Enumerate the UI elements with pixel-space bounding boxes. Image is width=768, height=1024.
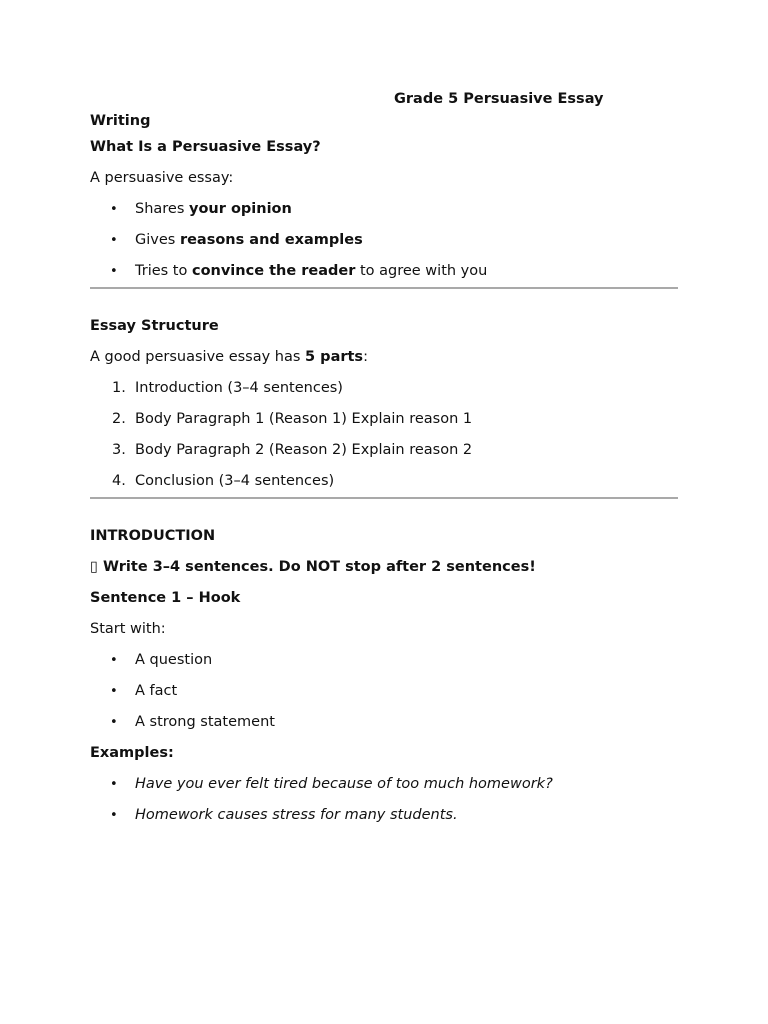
section-heading-what-is: What Is a Persuasive Essay? xyxy=(90,139,321,155)
example-text: Have you ever felt tired because of too much homework? xyxy=(135,776,553,792)
item-text: Conclusion (3–4 sentences) xyxy=(135,473,335,489)
document-title: Grade 5 Persuasive Essay xyxy=(394,91,604,107)
structure-text xyxy=(90,342,678,373)
structure-text-emphasis: 5 parts xyxy=(305,349,364,365)
list-item-text: Tries to xyxy=(135,263,192,279)
structure-text-end: : xyxy=(363,349,368,365)
numbered-item xyxy=(90,404,678,435)
bullet-icon: • xyxy=(110,777,118,792)
missing-glyph-icon: ▯ xyxy=(90,559,98,575)
numbered-item xyxy=(90,466,678,497)
structure-text-start: A good persuasive essay has xyxy=(90,349,306,365)
item-number: 4. xyxy=(112,473,126,489)
introduction-note xyxy=(90,552,678,583)
list-item xyxy=(90,769,678,800)
spacer xyxy=(90,499,678,521)
item-number: 3. xyxy=(112,442,126,458)
numbered-item xyxy=(90,435,678,466)
start-with-text: Start with: xyxy=(90,621,166,637)
subheading-examples: Examples: xyxy=(90,745,174,761)
list-item xyxy=(90,707,678,738)
document-content xyxy=(90,88,678,831)
spacer xyxy=(90,289,678,311)
list-item-emphasis: your opinion xyxy=(189,201,292,217)
introduction-note-text: Write 3–4 sentences. Do NOT stop after 2 sentences! xyxy=(97,559,536,575)
item-number: 1. xyxy=(112,380,126,396)
list-item-text: A question xyxy=(135,652,213,668)
bullet-icon: • xyxy=(110,233,118,248)
list-item-text-end: to agree with you xyxy=(355,263,488,279)
numbered-item xyxy=(90,373,678,404)
list-item-text: Gives xyxy=(135,232,180,248)
list-item xyxy=(90,194,678,225)
bullet-icon: • xyxy=(110,264,118,279)
item-number: 2. xyxy=(112,411,126,427)
list-item xyxy=(90,676,678,707)
bullet-icon: • xyxy=(110,715,118,730)
bullet-icon: • xyxy=(110,202,118,217)
list-item xyxy=(90,225,678,256)
item-text: Body Paragraph 2 (Reason 2) Explain reason 2 xyxy=(135,442,473,458)
list-item-emphasis: convince the reader xyxy=(191,263,356,279)
intro-text: A persuasive essay: xyxy=(90,170,234,186)
section-heading-structure: Essay Structure xyxy=(90,318,219,334)
list-item-text: A strong statement xyxy=(135,714,275,730)
item-text: Introduction (3–4 sentences) xyxy=(135,380,343,396)
example-text: Homework causes stress for many students. xyxy=(135,807,458,823)
subheading-hook: Sentence 1 – Hook xyxy=(90,590,241,606)
bullet-icon: • xyxy=(110,684,118,699)
bullet-icon: • xyxy=(110,653,118,668)
bullet-icon: • xyxy=(110,808,118,823)
document-title-continued: Writing xyxy=(90,113,151,129)
item-text: Body Paragraph 1 (Reason 1) Explain reason 1 xyxy=(135,411,473,427)
list-item-emphasis: reasons and examples xyxy=(179,232,363,248)
list-item-text: Shares xyxy=(135,201,190,217)
list-item xyxy=(90,800,678,831)
list-item xyxy=(90,256,678,287)
list-item xyxy=(90,645,678,676)
section-heading-introduction: INTRODUCTION xyxy=(90,528,216,544)
list-item-text: A fact xyxy=(135,683,178,699)
